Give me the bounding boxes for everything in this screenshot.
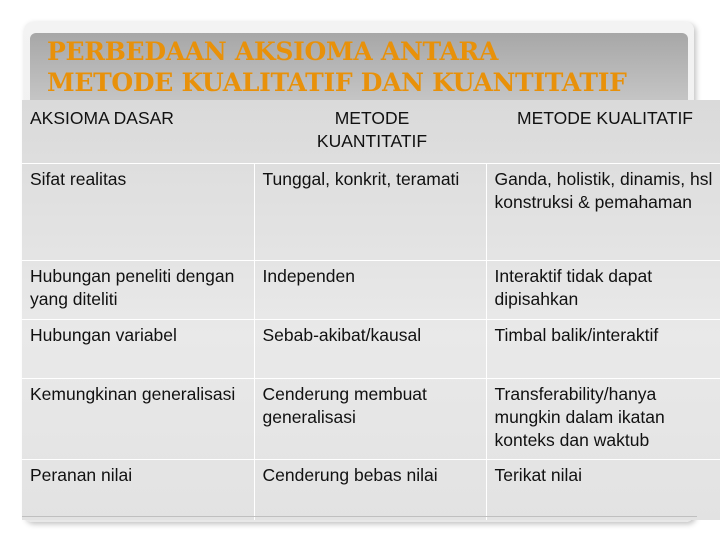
comparison-table — [22, 100, 720, 520]
table-row — [22, 320, 720, 379]
table-cell: Sifat realitas — [30, 169, 127, 189]
table-row — [22, 379, 720, 460]
table-header-row — [22, 100, 720, 164]
table-cell: Timbal balik/interaktif — [486, 320, 720, 379]
slide-title-line-1: PERBEDAAN AKSIOMA ANTARA — [47, 37, 499, 66]
table-row — [22, 261, 720, 320]
header-aksioma-dasar: AKSIOMA DASAR — [30, 108, 174, 128]
slide-title — [47, 36, 687, 98]
header-metode-kualitatif: METODE KUALITATIF — [517, 108, 693, 128]
table-cell: Sebab-akibat/kausal — [254, 320, 486, 379]
table-cell: Hubungan variabel — [30, 325, 177, 345]
table-cell: Tunggal, konkrit, teramati — [254, 164, 486, 261]
header-metode-kuantitatif-text: METODE KUANTITATIF — [316, 108, 428, 151]
table-cell: Peranan nilai — [30, 465, 133, 485]
table-cell: Cenderung bebas nilai — [254, 460, 486, 521]
header-metode-kuantitatif — [254, 100, 486, 164]
table-cell: Hubungan peneliti dengan yang diteliti — [30, 266, 235, 309]
table-cell: Independen — [254, 261, 486, 320]
table-cell: Interaktif tidak dapat dipisahkan — [486, 261, 720, 320]
table-cell: Ganda, holistik, dinamis, hsl konstruksi & pemahaman — [486, 164, 720, 261]
slide-title-line-2: METODE KUALITATIF DAN KUANTITATIF — [47, 68, 627, 97]
comparison-table-wrap — [22, 100, 720, 520]
table-cell: Transferability/hanya mungkin dalam ikatan konteks dan waktub — [486, 379, 720, 460]
table-cell: Terikat nilai — [486, 460, 720, 521]
table-row — [22, 460, 720, 521]
table-cell: Kemungkinan generalisasi — [30, 384, 236, 404]
table-row — [22, 164, 720, 261]
table-cell: Cenderung membuat generalisasi — [254, 379, 486, 460]
bottom-divider — [22, 516, 697, 517]
